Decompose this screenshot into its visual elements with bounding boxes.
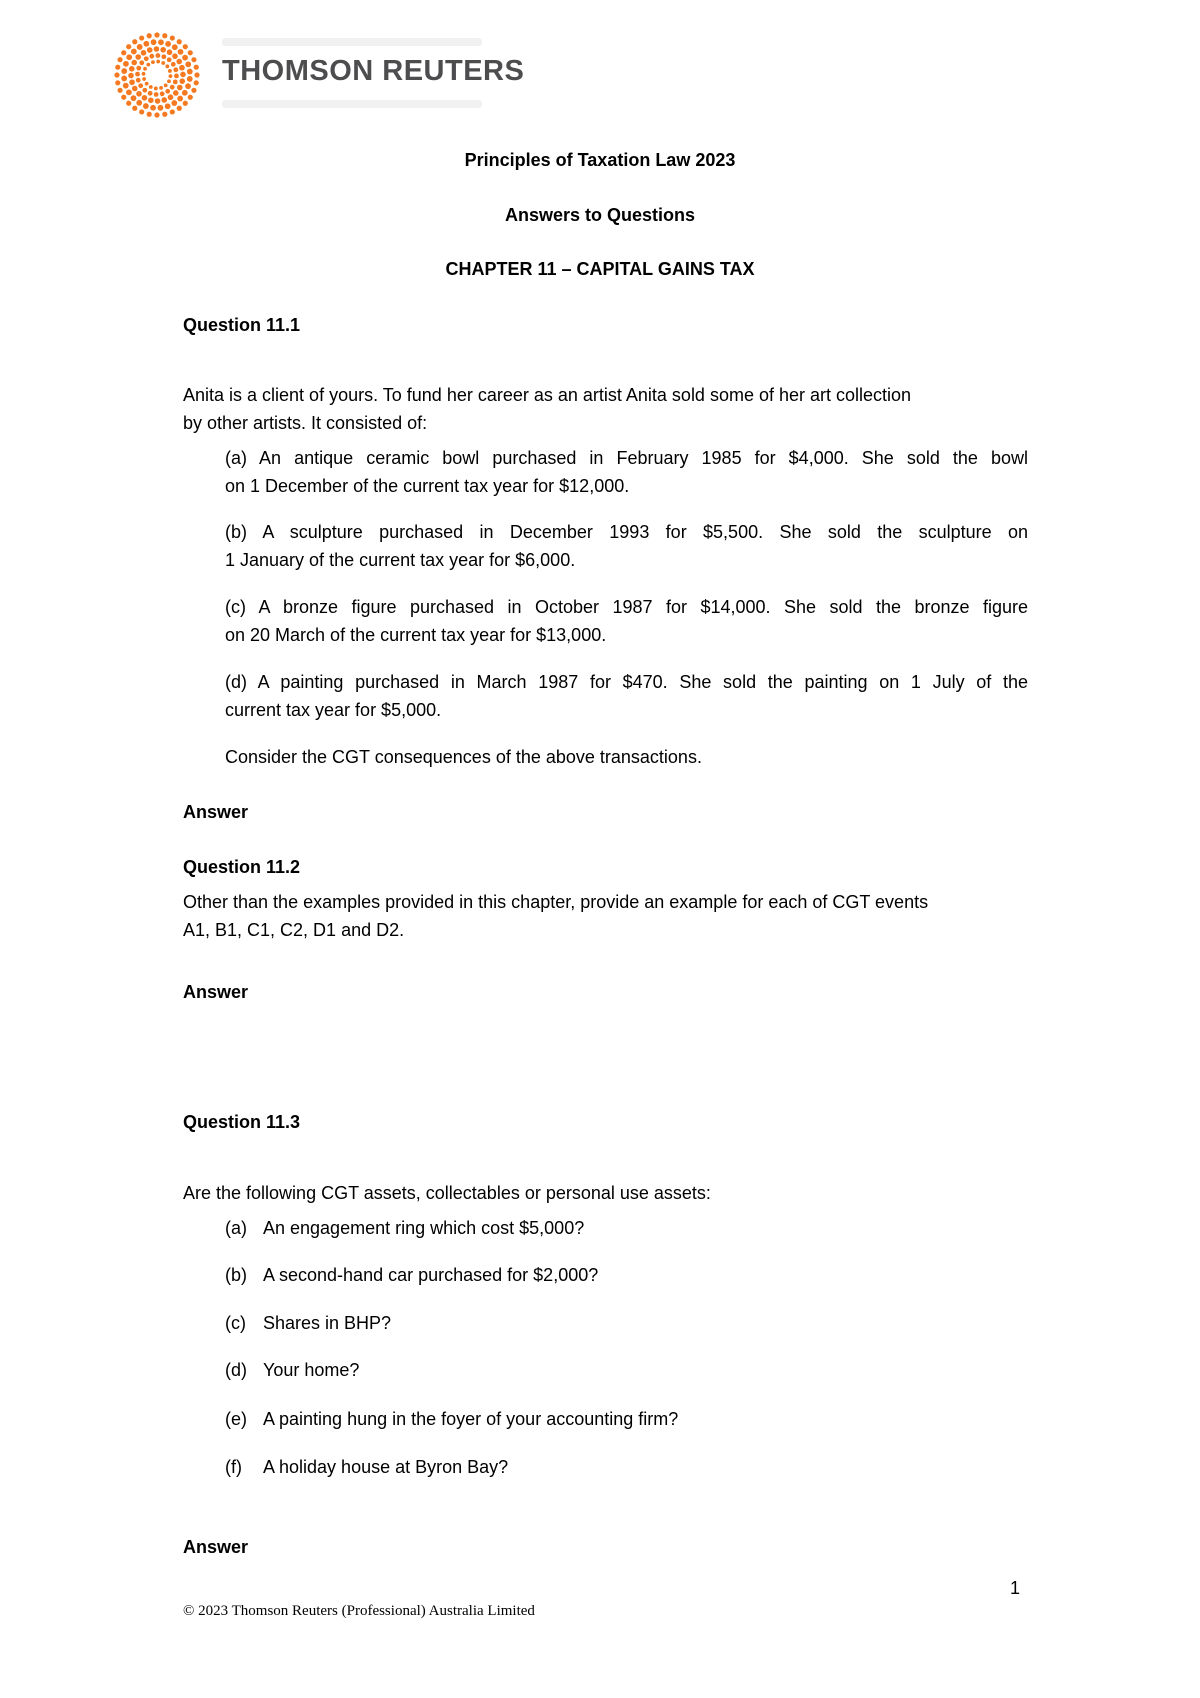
- logo-dot: [132, 86, 138, 92]
- list-item-label: (e): [225, 1409, 247, 1429]
- logo-wordmark: THOMSON REUTERS: [222, 55, 525, 87]
- logo-dot: [147, 47, 153, 53]
- list-item-label: (c): [225, 1313, 246, 1333]
- logo-dot: [169, 74, 173, 78]
- logo-dot: [191, 88, 196, 93]
- logo-dot: [136, 91, 142, 97]
- logo-dot: [126, 54, 132, 60]
- logo-dot: [182, 55, 188, 61]
- logo-dot: [155, 98, 161, 104]
- logo-dot: [162, 33, 167, 38]
- logo-dot: [131, 49, 137, 55]
- logo-dot: [188, 95, 193, 100]
- logo-dot: [139, 109, 144, 114]
- thomson-reuters-logo-icon: [112, 30, 202, 120]
- logo-dot: [142, 72, 146, 76]
- list-item-text: Your home?: [263, 1360, 360, 1380]
- logo-dot: [183, 101, 188, 106]
- logo-dot: [154, 32, 159, 37]
- logo-dot: [139, 35, 144, 40]
- logo-dot: [183, 44, 188, 49]
- logo-dot: [151, 39, 157, 45]
- logo-dot: [167, 49, 173, 55]
- logo-dot: [170, 109, 175, 114]
- logo-dot: [172, 53, 178, 59]
- logo-dot: [171, 62, 176, 67]
- logo-dot: [191, 57, 196, 62]
- logo-dot: [114, 72, 119, 77]
- logo-dot: [149, 85, 153, 89]
- logo-dot: [160, 91, 165, 96]
- logo-dot: [151, 60, 155, 64]
- logo-dot: [121, 76, 127, 82]
- logo-dot: [132, 39, 137, 44]
- answer-heading: Answer: [183, 802, 249, 822]
- logo-dot: [115, 65, 120, 70]
- logo-dot: [187, 69, 193, 75]
- logo-dot: [149, 54, 154, 59]
- logo-dot: [143, 41, 149, 47]
- logo-dot: [177, 106, 182, 111]
- question-text: Anita is a client of yours. To fund her career as an artist Anita sold some of her art collection: [183, 385, 912, 405]
- logo-dot: [121, 68, 127, 74]
- logo-dot: [167, 57, 172, 62]
- logo-dot: [150, 105, 156, 111]
- logo-dot: [148, 91, 153, 96]
- logo-dot: [179, 78, 185, 84]
- logo-dot: [126, 89, 132, 95]
- logo-dot: [161, 54, 166, 59]
- logo-dot: [194, 80, 199, 85]
- logo-dot: [177, 39, 182, 44]
- logo-dot: [188, 50, 193, 55]
- logo-dot: [154, 87, 158, 91]
- logo-tagline-ghost: [222, 38, 482, 46]
- logo-tagline-ghost: [222, 100, 482, 108]
- logo-dot: [170, 85, 175, 90]
- logo-dot: [168, 94, 174, 100]
- logo-dot: [180, 72, 186, 78]
- logo-dot: [144, 56, 149, 61]
- list-item: (a) An antique ceramic bowl purchased in February 1985 for $4,000. She sold the bowl on 1 December of the current tax year for $12,000.: [225, 448, 1028, 496]
- logo-dot: [136, 66, 141, 71]
- logo-dot: [173, 90, 179, 96]
- logo-dot: [160, 47, 166, 53]
- logo-dot: [182, 90, 188, 96]
- answer-heading: Answer: [183, 982, 249, 1002]
- logo-dot: [165, 89, 170, 94]
- logo-dot: [154, 46, 160, 52]
- logo-dot: [142, 77, 146, 81]
- logo-dot: [128, 73, 134, 79]
- logo-dot: [177, 96, 183, 102]
- logo-dot: [148, 97, 154, 103]
- logo-dot: [187, 76, 193, 82]
- logo-dot: [123, 83, 129, 89]
- logo-dot: [154, 112, 159, 117]
- logo-dot: [174, 73, 179, 78]
- page-number: 1: [1010, 1578, 1021, 1598]
- logo-dot: [162, 112, 167, 117]
- logo-dot: [142, 95, 148, 101]
- logo-dot: [117, 88, 122, 93]
- logo-dot: [141, 50, 147, 56]
- logo-dot: [147, 33, 152, 38]
- logo-dot: [165, 64, 169, 68]
- logo-dot: [173, 79, 178, 84]
- list-item-text: A second-hand car purchased for $2,000?: [263, 1265, 599, 1285]
- logo-dot: [136, 78, 141, 83]
- logo-dot: [172, 44, 178, 50]
- logo-dot: [129, 79, 135, 85]
- logo-dot: [161, 61, 165, 65]
- logo-dot: [132, 106, 137, 111]
- logo-dot: [165, 103, 171, 109]
- logo-dot: [131, 60, 137, 66]
- logo-dot: [117, 57, 122, 62]
- logo-dot: [170, 35, 175, 40]
- list-item-text: A holiday house at Byron Bay?: [263, 1457, 509, 1477]
- logo-dot: [177, 85, 183, 91]
- question-text: by other artists. It consisted of:: [183, 413, 428, 433]
- logo-dot: [126, 44, 131, 49]
- chapter-heading: CHAPTER 11 – CAPITAL GAINS TAX: [445, 259, 755, 279]
- logo-dot: [158, 105, 164, 111]
- logo-dot: [178, 49, 184, 55]
- logo-dot: [135, 54, 141, 60]
- list-item-label: (f): [225, 1457, 242, 1477]
- list-item-text: An engagement ring which cost $5,000?: [263, 1218, 585, 1238]
- logo-dot: [173, 67, 178, 72]
- list-item-text: A painting hung in the foyer of your accounting firm?: [263, 1409, 679, 1429]
- logo-dot: [131, 95, 137, 101]
- list-item-label: (d): [225, 1360, 247, 1380]
- logo-dot: [129, 66, 135, 72]
- question-heading: Question 11.2: [183, 857, 301, 877]
- list-item: (c) A bronze figure purchased in October 1987 for $14,000. She sold the bronze figure on 20 March of the current tax year for $13,000.: [225, 597, 1028, 645]
- logo-dot: [115, 80, 120, 85]
- logo-dot: [121, 95, 126, 100]
- question-text: Are the following CGT assets, collectables or personal use assets:: [183, 1183, 711, 1203]
- document-title: Principles of Taxation Law 2023: [464, 150, 736, 170]
- question-text: Other than the examples provided in this chapter, provide an example for each of CGT events: [183, 892, 929, 912]
- question-text: A1, B1, C1, C2, D1 and D2.: [183, 920, 405, 940]
- logo-dot: [138, 83, 143, 88]
- logo-dot: [165, 41, 171, 47]
- logo-dot: [137, 44, 143, 50]
- logo-dot: [179, 65, 185, 71]
- logo-dot: [167, 79, 171, 83]
- list-item-text: Shares in BHP?: [263, 1313, 392, 1333]
- logo-dot: [176, 59, 182, 65]
- logo-dot: [159, 86, 163, 90]
- logo-dot: [121, 50, 126, 55]
- logo-dot: [155, 53, 160, 58]
- logo-dot: [143, 67, 147, 71]
- document-subtitle: Answers to Questions: [504, 205, 696, 225]
- logo-dot: [156, 60, 160, 64]
- logo-dot: [154, 92, 159, 97]
- logo-dot: [136, 100, 142, 106]
- logo-dot: [146, 63, 150, 67]
- logo-dot: [143, 103, 149, 109]
- answer-heading: Answer: [183, 1537, 249, 1557]
- logo-dot: [139, 60, 144, 65]
- logo-dot: [185, 83, 191, 89]
- logo-dot: [147, 112, 152, 117]
- logo-dot: [158, 39, 164, 45]
- logo-dot: [194, 65, 199, 70]
- logo-dot: [185, 61, 191, 67]
- logo-dot: [161, 97, 167, 103]
- list-item: (b) A sculpture purchased in December 1993 for $5,500. She sold the sculpture on 1 January of the current tax year for $6,000.: [225, 522, 1028, 570]
- logo-dot: [145, 82, 149, 86]
- logo-dot: [171, 100, 177, 106]
- logo-dot: [142, 88, 147, 93]
- question-heading: Question 11.3: [183, 1112, 301, 1132]
- logo-dot: [135, 72, 140, 77]
- logo-dot: [168, 69, 172, 73]
- logo-dot: [126, 101, 131, 106]
- logo-dot: [164, 83, 168, 87]
- list-item-label: (b): [225, 1265, 247, 1285]
- question-instruction: Consider the CGT consequences of the above transactions.: [225, 747, 702, 767]
- logo-dot: [194, 72, 199, 77]
- list-item: (d) A painting purchased in March 1987 for $470. She sold the painting on 1 July of the current tax year for $5,000.: [225, 672, 1028, 720]
- list-item-label: (a): [225, 1218, 247, 1238]
- logo-dot: [123, 61, 129, 67]
- copyright-footer: © 2023 Thomson Reuters (Professional) Australia Limited: [183, 1603, 535, 1619]
- question-heading: Question 11.1: [183, 315, 301, 335]
